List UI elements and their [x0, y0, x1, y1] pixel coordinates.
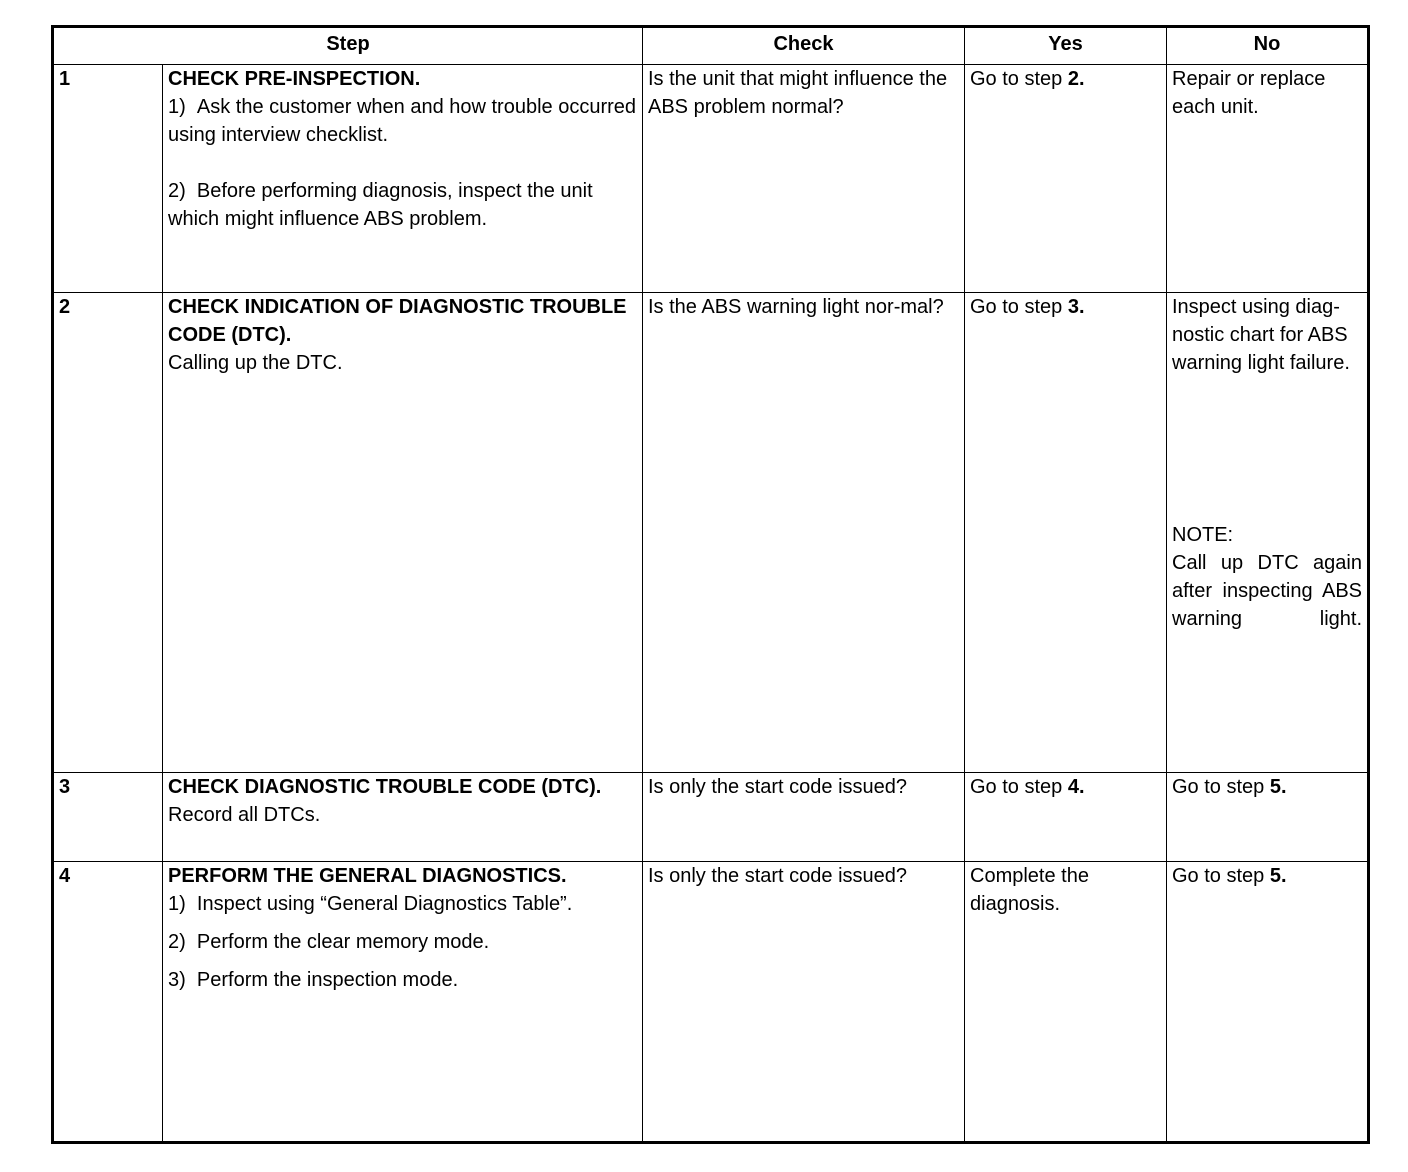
header-yes: Yes	[965, 27, 1167, 65]
no-cell	[1167, 293, 1369, 773]
step-title: CHECK INDICATION OF DIAGNOSTIC TROUBLE CODE (DTC).	[168, 296, 627, 346]
yes-prefix: Go to step	[970, 68, 1068, 90]
header-row	[53, 27, 1369, 65]
no-cell	[1167, 773, 1369, 862]
step-description	[163, 293, 643, 773]
step-number: 1	[53, 65, 163, 293]
step-title: PERFORM THE GENERAL DIAGNOSTICS.	[168, 865, 567, 887]
yes-step: 2.	[1067, 68, 1085, 90]
no-cell	[1167, 862, 1369, 1143]
step-title: CHECK DIAGNOSTIC TROUBLE CODE (DTC).	[168, 776, 602, 798]
step-desc: Record all DTCs.	[168, 804, 321, 826]
header-step: Step	[53, 27, 643, 65]
yes-cell	[965, 773, 1167, 862]
step-desc: Calling up the DTC.	[168, 352, 343, 374]
yes-cell: Complete the diagnosis.	[965, 862, 1167, 1143]
no-step: 5.	[1269, 776, 1287, 798]
table-row	[53, 293, 1369, 773]
header-check: Check	[643, 27, 965, 65]
no-step: 5.	[1269, 865, 1287, 887]
step-title: CHECK PRE-INSPECTION.	[168, 68, 421, 90]
no-cell: Repair or replace each unit.	[1167, 65, 1369, 293]
table-row	[53, 773, 1369, 862]
yes-cell	[965, 293, 1167, 773]
yes-cell	[965, 65, 1167, 293]
step-number: 3	[53, 773, 163, 862]
step-number: 2	[53, 293, 163, 773]
check-cell: Is only the start code issued?	[643, 773, 965, 862]
note-label: NOTE:	[1172, 524, 1234, 546]
table-row	[53, 65, 1369, 293]
check-cell: Is only the start code issued?	[643, 862, 965, 1143]
yes-step: 3.	[1067, 296, 1085, 318]
yes-prefix: Go to step	[970, 776, 1068, 798]
step-number: 4	[53, 862, 163, 1143]
step-item: 2) Before performing diagnosis, inspect the unit which might influence ABS problem.	[168, 180, 593, 230]
step-description	[163, 65, 643, 293]
step-item: 2) Perform the clear memory mode.	[168, 931, 490, 953]
check-cell: Is the unit that might influence the ABS problem normal?	[643, 65, 965, 293]
step-item: 1) Inspect using “General Diagnostics Table”.	[168, 893, 573, 915]
no-text: Inspect using diag-nostic chart for ABS warning light failure.	[1172, 296, 1350, 374]
step-description	[163, 773, 643, 862]
check-cell: Is the ABS warning light nor-mal?	[643, 293, 965, 773]
note-text: Call up DTC again after inspecting ABS warning light.	[1172, 552, 1362, 630]
step-item: 1) Ask the customer when and how trouble occurred using interview checklist.	[168, 96, 637, 146]
step-description	[163, 862, 643, 1143]
yes-step: 4.	[1067, 776, 1085, 798]
yes-prefix: Go to step	[970, 296, 1068, 318]
table-row	[53, 862, 1369, 1143]
diagnostic-table	[51, 25, 1370, 1144]
step-item: 3) Perform the inspection mode.	[168, 969, 459, 991]
no-prefix: Go to step	[1172, 865, 1270, 887]
no-prefix: Go to step	[1172, 776, 1270, 798]
header-no: No	[1167, 27, 1369, 65]
